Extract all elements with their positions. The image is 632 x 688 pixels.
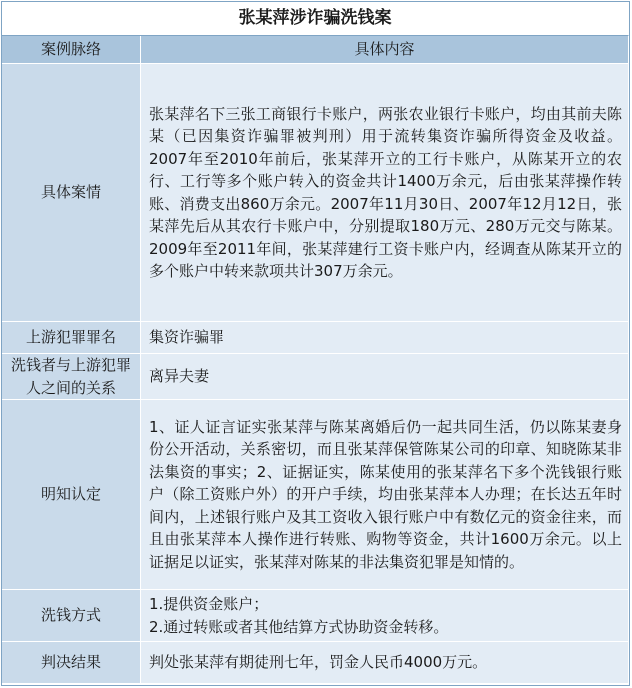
- case-table: [1, 1, 630, 686]
- relationship-text: 离异夫妻: [149, 367, 210, 386]
- row-content-relationship: [141, 354, 629, 400]
- header-case-outline: 案例脉络: [2, 36, 141, 64]
- row-label-relationship: 洗钱者与上游犯罪人之间的关系: [2, 354, 141, 400]
- knowledge-determination-text: 1、证人证言证实张某萍与陈某离婚后仍一起共同生活，仍以陈某妻身份公开活动，关系密切，而且张某萍保管陈某公司的印章、知晓陈某非法集资的事实；2、证据证实，陈某使用的张某萍名下多个洗钱银行账户（除工资账户外）的开户手续，均由张某萍本人办理；在长达五年时间内，上述银行账户及其工资收入银行账户中有数亿元的资金往来，而且由张某萍本人操作进行转账、购物等资金，共计1600万余元。以上证据足以证实，张某萍对陈某的非法集资犯罪是知情的。: [149, 417, 622, 571]
- case-facts-text: 张某萍名下三张工商银行卡账户，两张农业银行卡账户，均由其前夫陈某（已因集资诈骗罪被判刑）用于流转集资诈骗所得资金及收益。2007年至2010年前后，张某萍开立的工行卡账户，从陈某开立的农行、工行等多个账户转入的资金共计1400万余元，后由张某萍操作转账、消费支出860万余元。2007年11月30日、2007年12月12日，张某萍先后从其农行卡账户中，分别提取180万元、280万元交与陈某。2009年至2011年间，张某萍建行工资卡账户内，经调查从陈某开立的多个账户中转来款项共计307万余元。: [149, 104, 622, 280]
- upstream-crime-text: 集资诈骗罪: [149, 328, 225, 347]
- row-content-verdict: [141, 642, 629, 684]
- row-label-case-facts: 具体案情: [2, 64, 141, 322]
- laundering-method-line-1: 1.提供资金账户；: [149, 595, 269, 613]
- row-label-laundering-method: 洗钱方式: [2, 590, 141, 642]
- row-content-upstream-crime: [141, 322, 629, 354]
- row-content-knowledge-determination: [141, 400, 629, 590]
- row-label-upstream-crime: 上游犯罪罪名: [2, 322, 141, 354]
- row-content-case-facts: [141, 64, 629, 322]
- laundering-method-line-2: 2.通过转账或者其他结算方式协助资金转移。: [149, 617, 449, 636]
- row-label-knowledge-determination: 明知认定: [2, 400, 141, 590]
- verdict-text: 判处张某萍有期徒刑七年，罚金人民币4000万元。: [149, 653, 488, 672]
- row-label-verdict: 判决结果: [2, 642, 141, 684]
- table-title: 张某萍涉诈骗洗钱案: [2, 2, 629, 36]
- row-content-laundering-method: [141, 590, 629, 642]
- header-details: 具体内容: [141, 36, 629, 64]
